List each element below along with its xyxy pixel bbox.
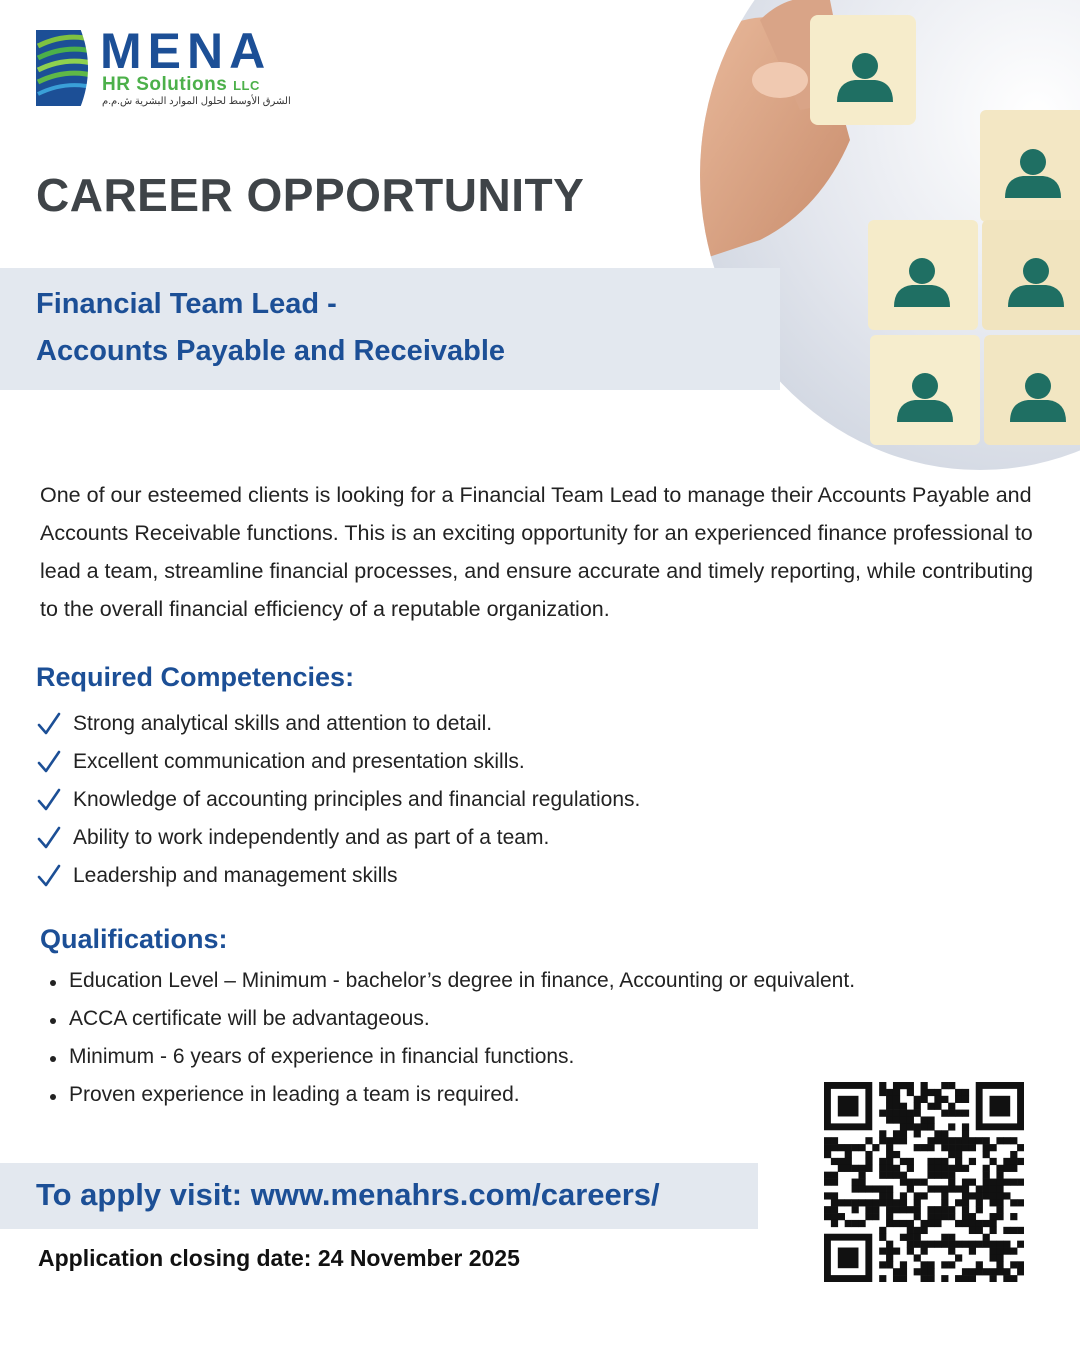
bullet-dot-icon [50, 1018, 56, 1024]
competency-text: Ability to work independently and as part of a team. [73, 826, 550, 849]
qualifications-heading: Qualifications: [40, 924, 228, 954]
logo-arabic-text: الشرق الأوسط لحلول الموارد البشرية ش.م.م [102, 96, 291, 107]
bullet-dot-icon [50, 1056, 56, 1062]
checkmark-icon [36, 750, 62, 774]
competency-text: Leadership and management skills [73, 864, 398, 887]
page-title: CAREER OPPORTUNITY [36, 169, 585, 221]
checkmark-icon [36, 826, 62, 850]
globe-swoosh-logo-icon [36, 28, 98, 108]
qualification-text: Proven experience in leading a team is required. [69, 1083, 520, 1106]
list-item [36, 857, 796, 895]
company-logo [36, 23, 306, 112]
list-item [36, 781, 796, 819]
logo-subtitle [102, 74, 260, 96]
competency-text: Strong analytical skills and attention to detail. [73, 712, 493, 735]
qualification-text: Education Level – Minimum - bachelor’s degree in finance, Accounting or equivalent. [69, 969, 856, 992]
logo-subtitle-text: HR Solutions [102, 74, 228, 95]
checkmark-icon [36, 788, 62, 812]
competencies-heading: Required Competencies: [36, 662, 355, 692]
qualification-text: ACCA certificate will be advantageous. [69, 1007, 430, 1030]
apply-link[interactable]: To apply visit: www.menahrs.com/careers/ [36, 1177, 660, 1212]
qr-code[interactable] [824, 1082, 1024, 1282]
logo-llc: LLC [233, 78, 260, 93]
list-item [36, 705, 796, 743]
list-item [50, 1000, 1010, 1038]
list-item [36, 743, 796, 781]
checkmark-icon [36, 712, 62, 736]
list-item [50, 962, 1010, 1000]
bullet-dot-icon [50, 1094, 56, 1100]
job-title-line-2: Accounts Payable and Receivable [36, 335, 506, 367]
competency-text: Knowledge of accounting principles and financial regulations. [73, 788, 641, 811]
logo-brand-text: MENA [100, 23, 272, 79]
bullet-dot-icon [50, 980, 56, 986]
competency-text: Excellent communication and presentation skills. [73, 750, 525, 773]
list-item [50, 1038, 1010, 1076]
list-item [36, 819, 796, 857]
job-title-band [0, 268, 780, 390]
hero-photo-blocks [700, 0, 1080, 470]
people-blocks-illustration [700, 0, 1080, 470]
closing-date: Application closing date: 24 November 2025 [38, 1245, 520, 1271]
job-title-line-1: Financial Team Lead - [36, 288, 337, 320]
competencies-list [36, 705, 796, 895]
checkmark-icon [36, 864, 62, 888]
intro-paragraph: One of our esteemed clients is looking for a Financial Team Lead to manage their Accounts Payable and Accounts Receivable functions. This is an exciting opportunity for an experienced finance professional to lead a team, streamline financial processes, and ensure accurate and timely reporting, while contributing to the overall financial efficiency of a reputable organization. [40, 483, 1034, 621]
qualification-text: Minimum - 6 years of experience in financial functions. [69, 1045, 575, 1068]
